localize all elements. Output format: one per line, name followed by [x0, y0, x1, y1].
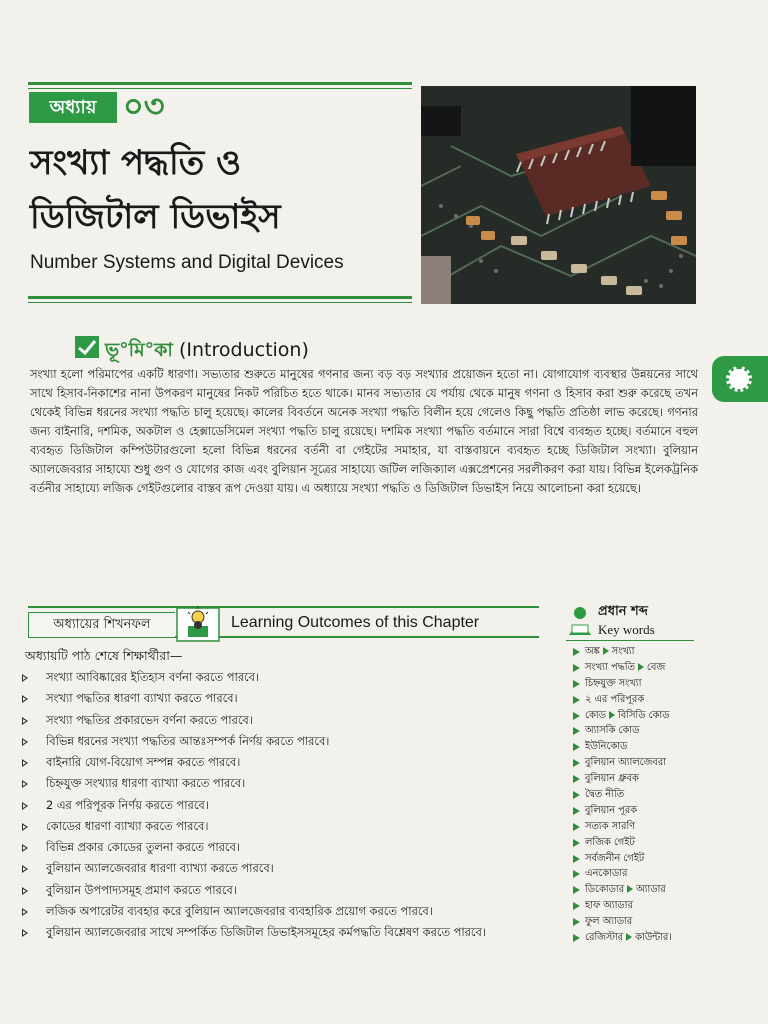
keyword-text: সর্বজনীন গেইট	[585, 852, 645, 864]
keyword-item	[571, 771, 672, 787]
keyword-text: রেজিস্টার	[585, 932, 624, 944]
arrow-icon	[573, 855, 580, 863]
reader-icon	[567, 605, 593, 637]
keyword-text: বুলিয়ান অ্যালজেবরা	[585, 757, 666, 769]
arrow-icon	[626, 933, 632, 941]
header-top-rule-thin	[28, 88, 412, 89]
keyword-item	[571, 739, 672, 755]
keyword-text: ফুল অ্যাডার	[585, 916, 633, 928]
arrow-icon	[573, 664, 580, 672]
circuit-board-illustration	[421, 86, 696, 304]
bullet-triangle-icon	[22, 865, 28, 873]
keyword-item	[571, 723, 672, 739]
chapter-label: অধ্যায়	[29, 92, 117, 123]
outcome-text: বুলিয়ান অ্যালজেবরার সাথে সম্পর্কিত ডিজিটাল ডিভাইসসমূহের কর্মপদ্ধতি বিশ্লেষণ করতে পারবে।	[46, 925, 486, 939]
outcome-item	[22, 731, 486, 752]
outcomes-label: অধ্যায়ের শিখনফল	[28, 612, 175, 638]
arrow-icon	[573, 918, 580, 926]
bullet-triangle-icon	[22, 802, 28, 810]
outcome-text: বিভিন্ন প্রকার কোডের তুলনা করতে পারবে।	[46, 840, 240, 854]
arrow-icon	[573, 712, 580, 720]
keyword-text: বুলিয়ান পূরক	[585, 804, 638, 816]
outcome-text: লজিক অপারেটর ব্যবহার করে বুলিয়ান অ্যালজেবরার ব্যবহারিক প্রয়োগ করতে পারবে।	[46, 903, 433, 918]
arrow-icon	[573, 775, 580, 783]
keyword-text: সত্যক সারণি	[585, 820, 636, 832]
keyword-item	[571, 882, 672, 898]
arrow-icon	[573, 727, 580, 735]
keyword-item	[571, 819, 672, 835]
outcomes-title: Learning Outcomes of this Chapter	[231, 614, 480, 631]
arrow-icon	[573, 696, 580, 704]
keywords-title-en: Key words	[598, 622, 655, 637]
outcome-text: বাইনারি যোগ-বিয়োগ সম্পন্ন করতে পারবে।	[46, 755, 241, 769]
introduction-text: সংখ্যা হলো পরিমাপের একটি ধারণা। সভ্যতার শুরুতে মানুষের গণনার জন্য বড় বড় সংখ্যার প্রয়োজন হতো না। যোগাযোগ ব্যবস্থার উন্নয়নের সাথে সাথে হিসাব-নিকাশের নানা উপকরণ মানুষের নিকট পরিচিত হতে থাকে। মানব সভ্যতার যে পর্যায় থেকে মানুষ গণনা ও হিসাব করা শুরু করেছে তখন থেকেই বিভিন্ন ধরনের সংখ্যা পদ্ধতি চালু হয়েছে। কালের বিবর্তনে অনেক সংখ্যা পদ্ধতি বিলীন হয়ে গেলেও কিছু পদ্ধতি প্রতিষ্ঠা লাভ করেছে। গণনার জন্য বাইনারি, দশমিক, অকটাল ও হেক্সাডেসিমেল সংখ্যা পদ্ধতি চালু রয়েছে। দশমিক সংখ্যা পদ্ধতি বর্তমানে সারা বিশ্বে ব্যবহৃত হচ্ছে। বর্তমানে বহুল ব্যবহৃত ডিজিটাল কম্পিউটারগুলো হলো বিভিন্ন ধরনের বর্তনী বা গেইটের সমাহার, যা বাস্তবায়নে ব্যবহৃত হচ্ছে ডিজিটাল সংখ্যা। বুলিয়ান অ্যালজেবরার সাহায্যে শুধু গুণ ও যোগের কাজ এবং বুলিয়ান সূত্রের সাহায্যে জটিল লজিক্যাল এক্সপ্রেশনের সরলীকরণ করা যায়। বিভিন্ন ইলেকট্রনিক বর্তনীর সাহায্যে লজিক গেইটগুলোর বাস্তব রূপ দেওয়া যায়। এ অধ্যায়ে সংখ্যা পদ্ধতি ও ডিজিটাল ডিভাইস নিয়ে আলোচনা করা হয়েছে।	[30, 367, 698, 495]
header-bottom-rule	[28, 296, 412, 299]
introduction-heading	[105, 337, 309, 363]
keyword-item	[571, 835, 672, 851]
keyword-text: চিহ্নযুক্ত সংখ্যা	[585, 677, 642, 689]
arrow-icon	[573, 759, 580, 767]
keyword-text: লজিক গেইট	[585, 836, 635, 848]
arrow-icon	[603, 647, 609, 655]
chapter-title-line2: ডিজিটাল ডিভাইস	[30, 197, 281, 237]
outcome-item	[22, 795, 486, 816]
arrow-icon	[573, 902, 580, 910]
arrow-icon	[573, 807, 580, 815]
keyword-item	[571, 692, 672, 708]
arrow-icon	[573, 886, 580, 894]
keyword-text: ইউনিকোড	[585, 741, 628, 753]
outcome-text: 2 এর পরিপূরক নির্ণয় করতে পারবে।	[46, 797, 209, 812]
outcome-text: সংখ্যা পদ্ধতির প্রকারভেদ বর্ণনা করতে পারবে।	[46, 712, 253, 727]
bullet-triangle-icon	[22, 929, 28, 937]
keywords-list	[571, 644, 672, 946]
keyword-text: বুলিয়ান ধ্রুবক	[585, 773, 639, 785]
keyword-item	[571, 866, 672, 882]
keyword-item	[571, 787, 672, 803]
bullet-triangle-icon	[22, 823, 28, 831]
keyword-text: ২ এর পরিপূরক	[585, 693, 645, 705]
keyword-text: অ্যাডার	[636, 884, 666, 896]
bullet-triangle-icon	[22, 908, 28, 916]
gear-icon	[726, 366, 752, 392]
outcome-item	[22, 837, 486, 858]
chapter-title-line1: সংখ্যা পদ্ধতি ও	[30, 143, 242, 183]
header-top-rule	[28, 82, 412, 85]
keyword-text: বেজ	[646, 661, 666, 673]
bullet-triangle-icon	[22, 738, 28, 746]
keyword-item	[571, 708, 672, 724]
outcome-item	[22, 710, 486, 731]
outcome-item	[22, 688, 486, 709]
outcome-item	[22, 667, 486, 688]
keyword-text: অ্যাসকি কোড	[585, 725, 640, 737]
bullet-triangle-icon	[22, 717, 28, 725]
keyword-item	[571, 676, 672, 692]
introduction-heading-en: (Introduction)	[179, 339, 309, 361]
outcomes-list	[22, 667, 486, 943]
arrow-icon	[573, 743, 580, 751]
keyword-item	[571, 660, 672, 676]
introduction-icon	[75, 336, 99, 358]
bullet-triangle-icon	[22, 759, 28, 767]
arrow-icon	[573, 791, 580, 799]
arrow-icon	[573, 823, 580, 831]
keyword-item	[571, 644, 672, 660]
arrow-icon	[638, 663, 644, 671]
bullet-triangle-icon	[22, 695, 28, 703]
arrow-icon	[573, 870, 580, 878]
outcome-text: সংখ্যা পদ্ধতির ধারণা ব্যাখ্যা করতে পারবে।	[46, 691, 238, 706]
outcome-item	[22, 816, 486, 837]
keyword-item	[571, 930, 672, 946]
arrow-icon	[573, 934, 580, 942]
outcome-text: বুলিয়ান উপপাদ্যসমূহ প্রমাণ করতে পারবে।	[46, 882, 237, 897]
keyword-text: সংখ্যা পদ্ধতি	[585, 661, 635, 673]
arrow-icon	[573, 839, 580, 847]
lightbulb-reader-icon	[176, 604, 220, 642]
keyword-text: কোড	[585, 709, 606, 721]
bullet-triangle-icon	[22, 844, 28, 852]
chapter-number: ০৩	[123, 87, 165, 125]
keyword-text: এনকোডার	[585, 868, 628, 880]
arrow-icon	[609, 711, 615, 719]
outcome-item	[22, 752, 486, 773]
outcome-text: চিহ্নযুক্ত সংখ্যার ধারণা ব্যাখ্যা করতে পারবে।	[46, 776, 246, 791]
keyword-item	[571, 914, 672, 930]
outcome-text: বিভিন্ন ধরনের সংখ্যা পদ্ধতির আন্তঃসম্পর্ক নির্ণয় করতে পারবে।	[46, 733, 330, 748]
circuit-board-photo	[421, 86, 696, 304]
introduction-heading-bn: ভূ°মি°কা	[105, 339, 173, 361]
keyword-text: ডিকোডার	[585, 884, 625, 896]
outcome-item	[22, 858, 486, 879]
bullet-triangle-icon	[22, 780, 28, 788]
outcome-text: বুলিয়ান অ্যালজেবরার ধারণা ব্যাখ্যা করতে পারবে।	[46, 861, 274, 876]
outcome-item	[22, 901, 486, 922]
keyword-text: বিসিডি কোড	[617, 709, 670, 721]
keyword-item	[571, 803, 672, 819]
outcome-text: কোডের ধারণা ব্যাখ্যা করতে পারবে।	[46, 818, 209, 833]
outcomes-intro: অধ্যায়টি পাঠ শেষে শিক্ষার্থীরা—	[25, 648, 183, 663]
keyword-item	[571, 755, 672, 771]
outcome-item	[22, 773, 486, 794]
arrow-icon	[573, 680, 580, 688]
keyword-item	[571, 898, 672, 914]
keyword-text: অঙ্ক	[585, 646, 600, 657]
header-bottom-rule-thin	[28, 302, 412, 303]
bullet-triangle-icon	[22, 674, 28, 682]
keyword-item	[571, 851, 672, 867]
keyword-text: কাউন্টার।	[635, 932, 672, 944]
arrow-icon	[573, 648, 580, 656]
keyword-text: হাফ অ্যাডার	[585, 900, 633, 912]
outcome-item	[22, 922, 486, 943]
outcome-text: সংখ্যা আবিষ্কারের ইতিহাস বর্ণনা করতে পারবে।	[46, 670, 260, 684]
arrow-icon	[627, 885, 633, 893]
keywords-title-bn: প্রধান শব্দ	[598, 604, 648, 619]
keywords-rule	[566, 640, 694, 641]
keyword-text: সংখ্যা	[611, 646, 635, 657]
chapter-title-en: Number Systems and Digital Devices	[30, 252, 344, 273]
chapter-side-tab	[712, 356, 768, 402]
keyword-text: দ্বৈত নীতি	[585, 789, 625, 801]
bullet-triangle-icon	[22, 887, 28, 895]
outcome-item	[22, 880, 486, 901]
outcomes-top-rule	[28, 606, 539, 608]
